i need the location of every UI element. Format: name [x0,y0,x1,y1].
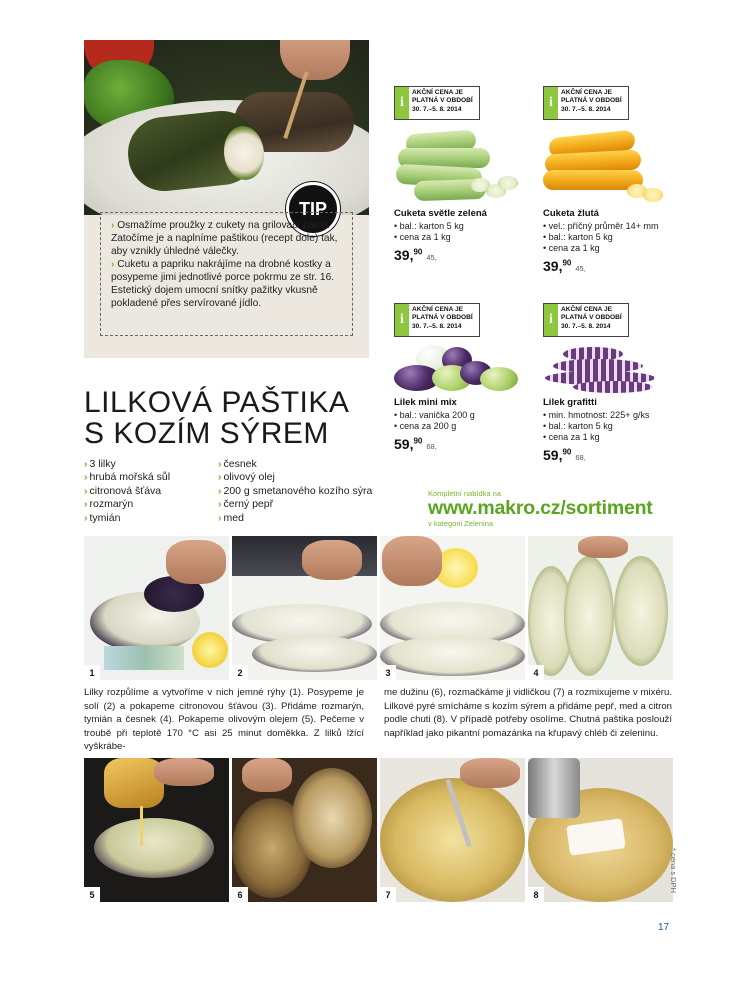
tip-paragraph: Cuketu a papriku nakrájíme na drobné kostky a posypeme jimi jednotlivé porce pokrmu ze str. 16. Estetický dojem umocní snítky pažitky vkusně pokladené přes servírované jídlo. [111,259,335,309]
step-number: 7 [380,887,396,902]
bullet-arrow-icon: › [111,259,115,270]
step-photo [84,536,229,680]
ingredient-item: › černý pepř [218,498,274,511]
bullet-arrow-icon: › [84,484,88,497]
step-photo [232,758,377,902]
vat-note: * cena s DPH [669,848,678,894]
step-number: 6 [232,887,248,902]
product-card [543,86,693,274]
green-zucchini-image [394,126,544,206]
promo-label: i AKČNÍ CENA JE PLATNÁ V OBDOBÍ 30. 7.–5. 8. 2014 [543,303,629,337]
instructions-column: me dužinu (6), rozmačkáme ji vidličkou (7) a rozmixujeme v mixéru. Lilkové pyré smícháme s kozím sýrem a přidáme pepř, med a citron podle chuti (8). V případě potřeby osolíme. Chutná paštika poslouží například jako pikantní pomazánka na křupavý chléb či zeleninu. [384,687,672,739]
tip-paragraph: Osmažíme proužky z cukety na grilovací pánvi. Zatočíme je a naplníme paštikou (recept dole) tak, aby vznikly úhledné válečky. [111,220,338,257]
step-photo [232,536,377,680]
bullet-arrow-icon: › [218,458,222,470]
promo-label: i AKČNÍ CENA JE PLATNÁ V OBDOBÍ 30. 7.–5. 8. 2014 [543,86,629,120]
old-price: 68, [426,442,437,451]
graffiti-eggplant-image [543,343,693,395]
instructions-column: Lilky rozpůlíme a vytvoříme v nich jemné rýhy (1). Posypeme je solí (2) a pokapeme citronovou šťávou (3). Přidáme rozmarýn, tymián a česnek (4). Pokapeme olivovým olejem (5). Pečeme v troubě při teplotě 170 °C asi 25 minut doměkka. Z lilků lžící vyškrábe- [84,687,364,753]
makro-link[interactable]: www.makro.cz/sortiment [428,497,653,519]
step-number: 4 [528,665,544,680]
ingredient-item: › olivový olej [218,471,275,484]
tip-badge: TIP [286,182,340,236]
step-number: 2 [232,665,248,680]
ingredient-item: › 200 g smetanového kozího sýra [218,484,373,497]
ingredient-item: › česnek [218,458,257,470]
old-price: 45, [575,264,586,273]
ingredient-item: › citronová šťáva [84,484,162,497]
step-number: 8 [528,887,544,902]
product-card [394,303,544,452]
ingredient-item: › tymián [84,511,121,524]
info-icon: i [395,304,409,336]
product-spec: • cena za 1 kg [543,243,600,253]
step-photo [380,758,525,902]
step-photo [84,758,229,902]
ingredient-item: › hrubá mořská sůl [84,471,171,484]
old-price: 45, [426,253,437,262]
recipe-title: LILKOVÁ PAŠTIKA S KOZÍM SÝREM [84,386,350,450]
price: 39,90 45, [543,258,586,274]
mini-eggplant-image [394,343,544,395]
product-name: Cuketa žlutá [543,208,599,219]
price: 39,90 45, [394,247,437,263]
bullet-arrow-icon: › [218,498,222,511]
product-spec: • cena za 1 kg [543,432,600,442]
old-price: 68, [575,453,586,462]
product-spec: • cena za 200 g [394,421,457,431]
info-icon: i [395,87,409,119]
info-icon: i [544,304,558,336]
product-spec: • bal.: karton 5 kg [543,232,613,242]
step-number: 3 [380,665,396,680]
product-spec: • bal.: vanička 200 g [394,410,475,420]
promo-label: i AKČNÍ CENA JE PLATNÁ V OBDOBÍ 30. 7.–5. 8. 2014 [394,303,480,337]
ingredient-item: › med [218,511,244,524]
step-photo [528,758,673,902]
step-number: 5 [84,887,100,902]
makro-promo: Kompletní nabídka na www.makro.cz/sortiment v kategorii Zelenina [428,489,678,528]
ingredients-list [84,458,170,525]
bullet-arrow-icon: › [84,511,88,524]
product-card [394,86,544,263]
product-spec: • bal.: karton 5 kg [543,421,613,431]
product-card [543,303,693,463]
step-photo [380,536,525,680]
price: 59,90 68, [543,447,586,463]
product-name: Cuketa světle zelená [394,208,487,219]
step-number: 1 [84,665,100,680]
bullet-arrow-icon: › [84,458,88,470]
ingredient-item: › 3 lilky [84,458,116,470]
promo-label: i AKČNÍ CENA JE PLATNÁ V OBDOBÍ 30. 7.–5. 8. 2014 [394,86,480,120]
bullet-arrow-icon: › [84,471,88,484]
step-photo [528,536,673,680]
bullet-arrow-icon: › [111,220,115,231]
yellow-zucchini-image [543,126,693,206]
product-name: Lilek grafitti [543,397,597,408]
ingredients-list [218,458,372,525]
tip-text-box [100,212,353,336]
product-name: Lilek mini mix [394,397,457,408]
bullet-arrow-icon: › [218,471,222,484]
tip-block [84,40,369,358]
page-number: 17 [658,922,670,933]
bullet-arrow-icon: › [218,511,222,524]
product-spec: • cena za 1 kg [394,232,451,242]
product-spec: • vel.: příčný průměr 14+ mm [543,221,659,231]
bullet-arrow-icon: › [84,498,88,511]
ingredient-item: › rozmarýn [84,498,134,511]
info-icon: i [544,87,558,119]
product-spec: • min. hmotnost: 225+ g/ks [543,410,650,420]
bullet-arrow-icon: › [218,484,222,497]
product-spec: • bal.: karton 5 kg [394,221,464,231]
price: 59,90 68, [394,436,437,452]
